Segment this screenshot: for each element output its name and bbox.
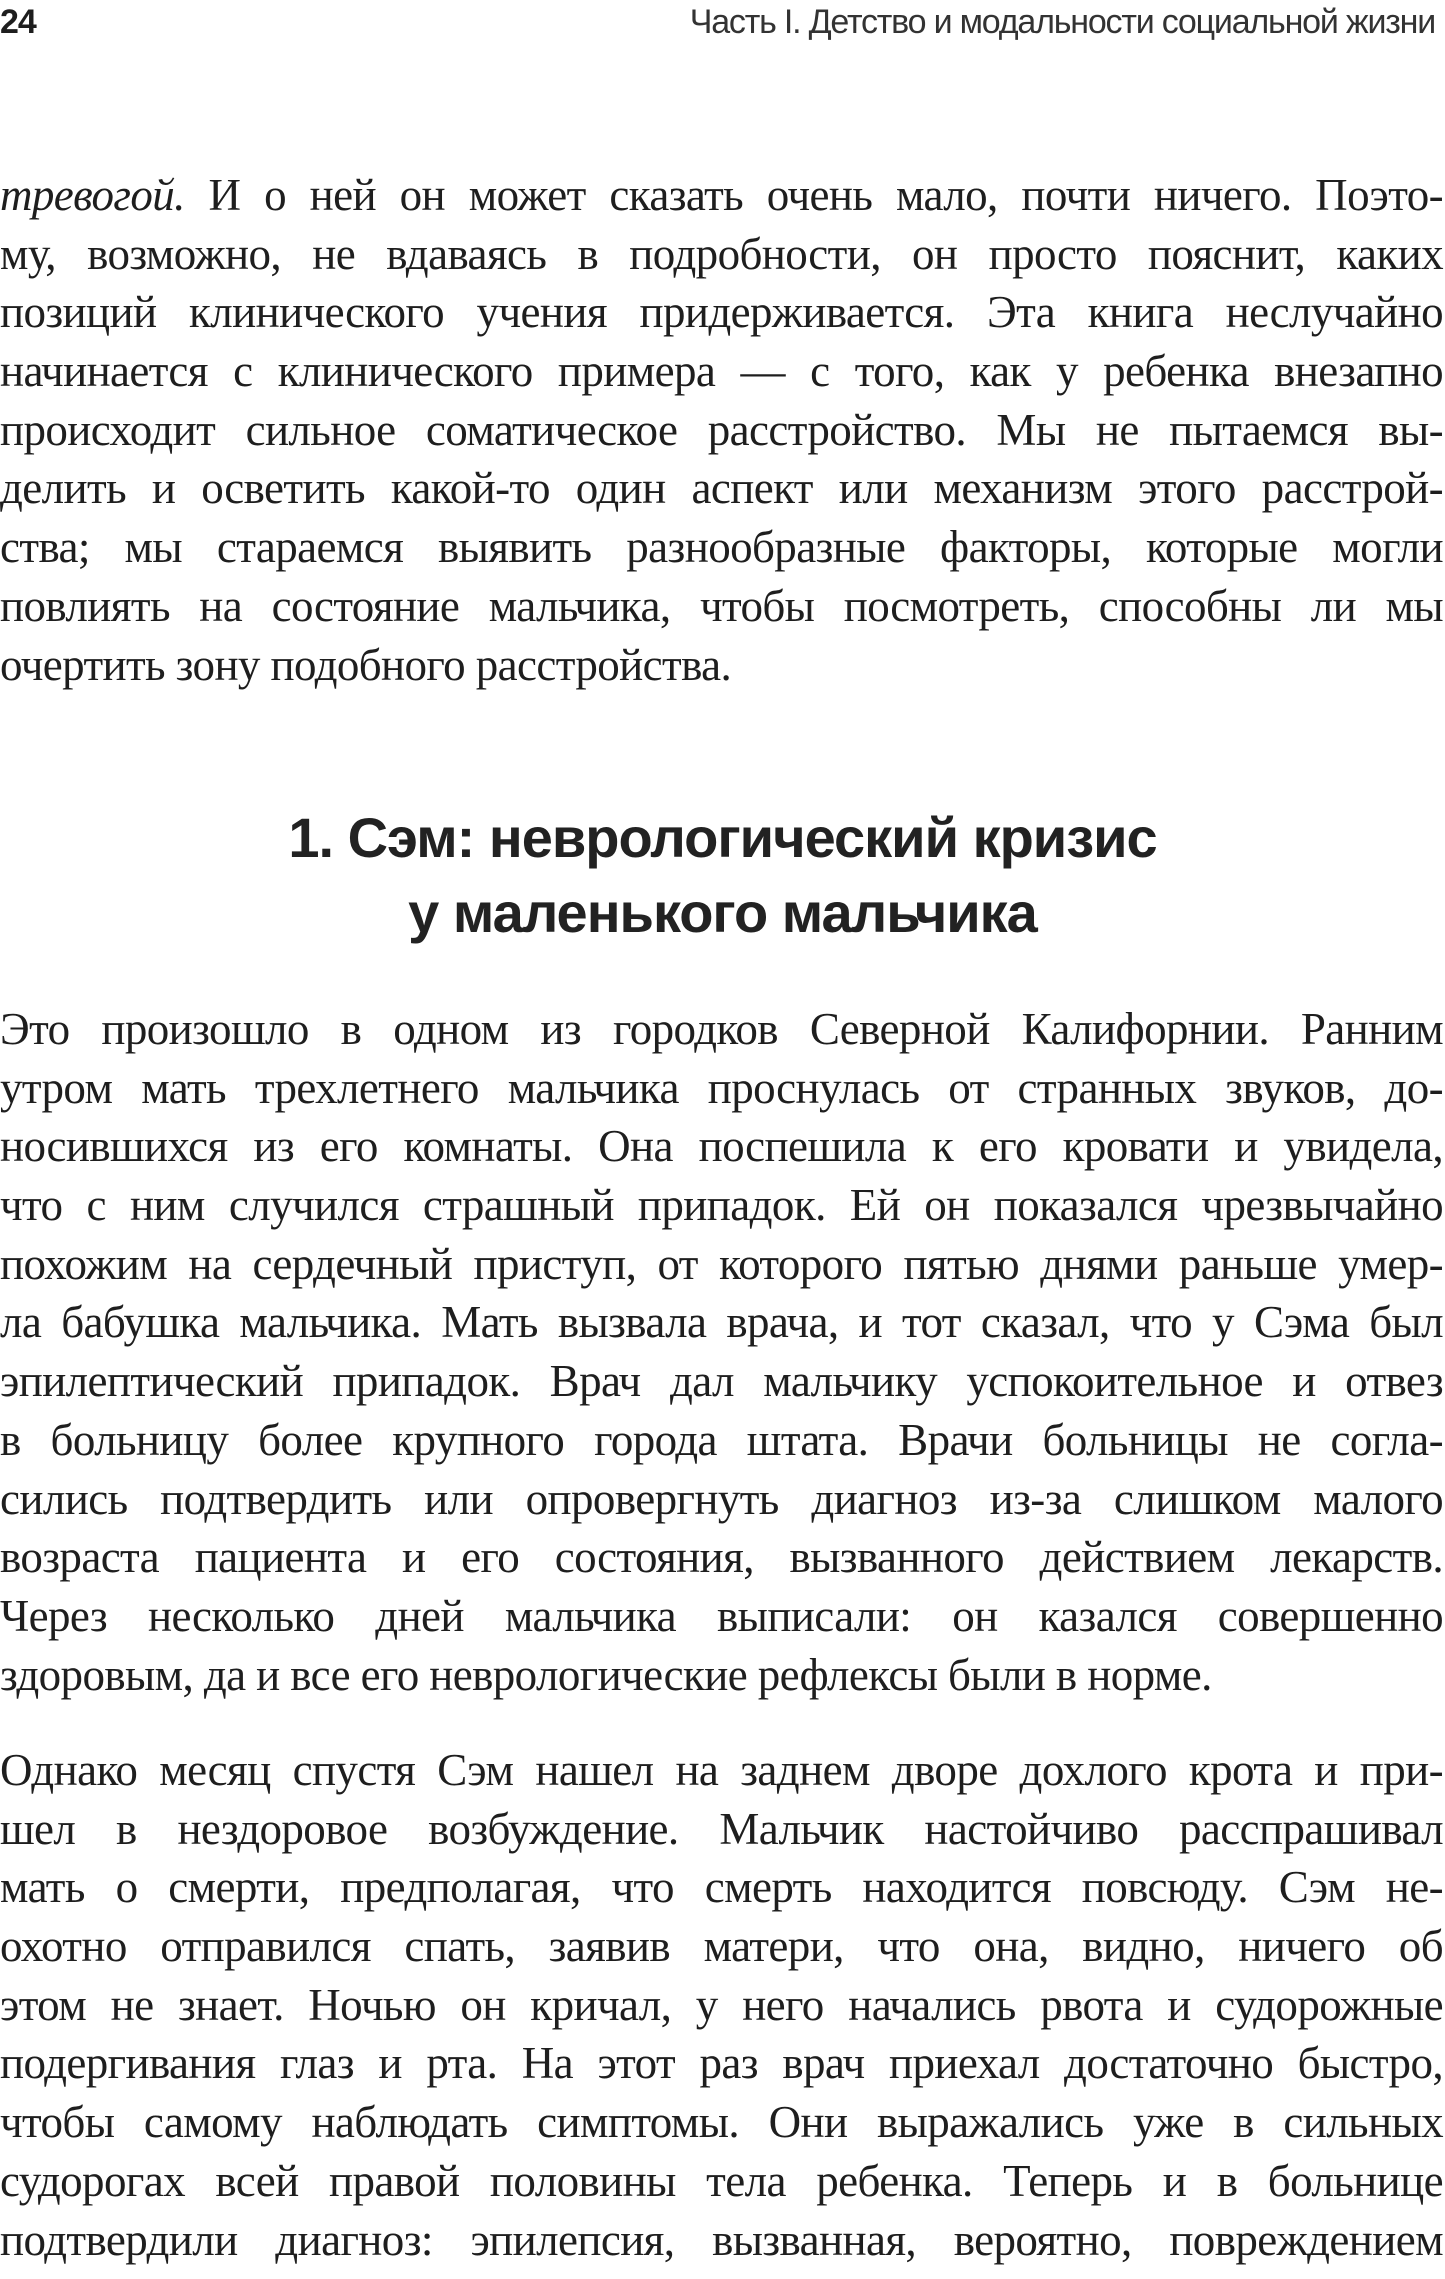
paragraph-continuation (0, 1741, 1443, 2269)
text-line: сились подтвердить или опровергнуть диагноз из-за слишком малого (0, 1473, 1443, 1524)
text-line: очертить зону подобного расстройства. (0, 639, 732, 690)
text-line: судорогах всей правой половины тела ребенка. Теперь и в больнице (0, 2155, 1443, 2206)
text-line: здоровым, да и все его неврологические рефлексы были в норме. (0, 1649, 1212, 1700)
text-line: носившихся из его комнаты. Она поспешила к его кровати и увидела, (0, 1121, 1443, 1172)
text-line: подергивания глаз и рта. На этот раз врач приехал достаточно быстро, (0, 2038, 1443, 2089)
paragraph-story (0, 1000, 1443, 1704)
text-line: му, возможно, не вдаваясь в подробности, он просто пояснит, каких (0, 228, 1443, 279)
text-line: похожим на сердечный приступ, от которого пятью днями раньше умер- (0, 1238, 1443, 1289)
text-line: делить и осветить какой-то один аспект или механизм этого расстрой- (0, 463, 1443, 514)
text-line: происходит сильное соматическое расстройство. Мы не пытаемся вы- (0, 404, 1443, 455)
text-line: Через несколько дней мальчика выписали: он казался совершенно (0, 1590, 1443, 1641)
text-line: шел в нездоровое возбуждение. Мальчик настойчиво расспрашивал (0, 1803, 1443, 1854)
text-line: возраста пациента и его состояния, вызванного действием лекарств. (0, 1532, 1443, 1583)
text-line: эпилептический припадок. Врач дал мальчику успокоительное и отвез (0, 1356, 1443, 1407)
text-line: что с ним случился страшный припадок. Ей он показался чрезвычайно (0, 1180, 1443, 1231)
text-line: начинается с клинического примера — с того, как у ребенка внезапно (0, 346, 1443, 397)
text-line: подтвердили диагноз: эпилепсия, вызванная, вероятно, повреждением (0, 2214, 1443, 2265)
text-line: Это произошло в одном из городков Северной Калифорнии. Ранним (0, 1004, 1443, 1054)
text-line: утром мать трехлетнего мальчика проснулась от странных звуков, до- (0, 1062, 1443, 1113)
text-line: мать о смерти, предполагая, что смерть находится повсюду. Сэм не- (0, 1862, 1443, 1913)
text-line: в больницу более крупного города штата. Врачи больницы не согла- (0, 1414, 1443, 1465)
running-header (0, 0, 1435, 44)
text-line: этом не знает. Ночью он кричал, у него начались рвота и судорожные (0, 1979, 1443, 2030)
section-heading (0, 800, 1445, 950)
paragraph-intro (0, 166, 1443, 694)
page-number: 24 (0, 3, 36, 41)
text-line: охотно отправился спать, заявив матери, что она, видно, ничего об (0, 1921, 1443, 1972)
text-fragment: И о ней он может сказать очень мало, почти ничего. Поэто- (184, 170, 1443, 220)
heading-line: 1. Сэм: неврологический кризис (288, 806, 1157, 869)
text-line: чтобы самому наблюдать симптомы. Они выражались уже в сильных (0, 2097, 1443, 2148)
running-title: Часть I. Детство и модальности социальной жизни (689, 3, 1435, 41)
italic-word: тревогой. (0, 170, 185, 220)
text-line: позиций клинического учения придерживается. Эта книга неслучайно (0, 287, 1443, 338)
text-line: повлиять на состояние мальчика, чтобы посмотреть, способны ли мы (0, 580, 1443, 631)
text-line: Однако месяц спустя Сэм нашел на заднем дворе дохлого крота и при- (0, 1745, 1443, 1795)
text-line: ла бабушка мальчика. Мать вызвала врача, и тот сказал, что у Сэма был (0, 1297, 1443, 1348)
text-line (0, 166, 1443, 225)
heading-line: у маленького мальчика (408, 881, 1037, 944)
text-line: ства; мы стараемся выявить разнообразные факторы, которые могли (0, 522, 1443, 573)
